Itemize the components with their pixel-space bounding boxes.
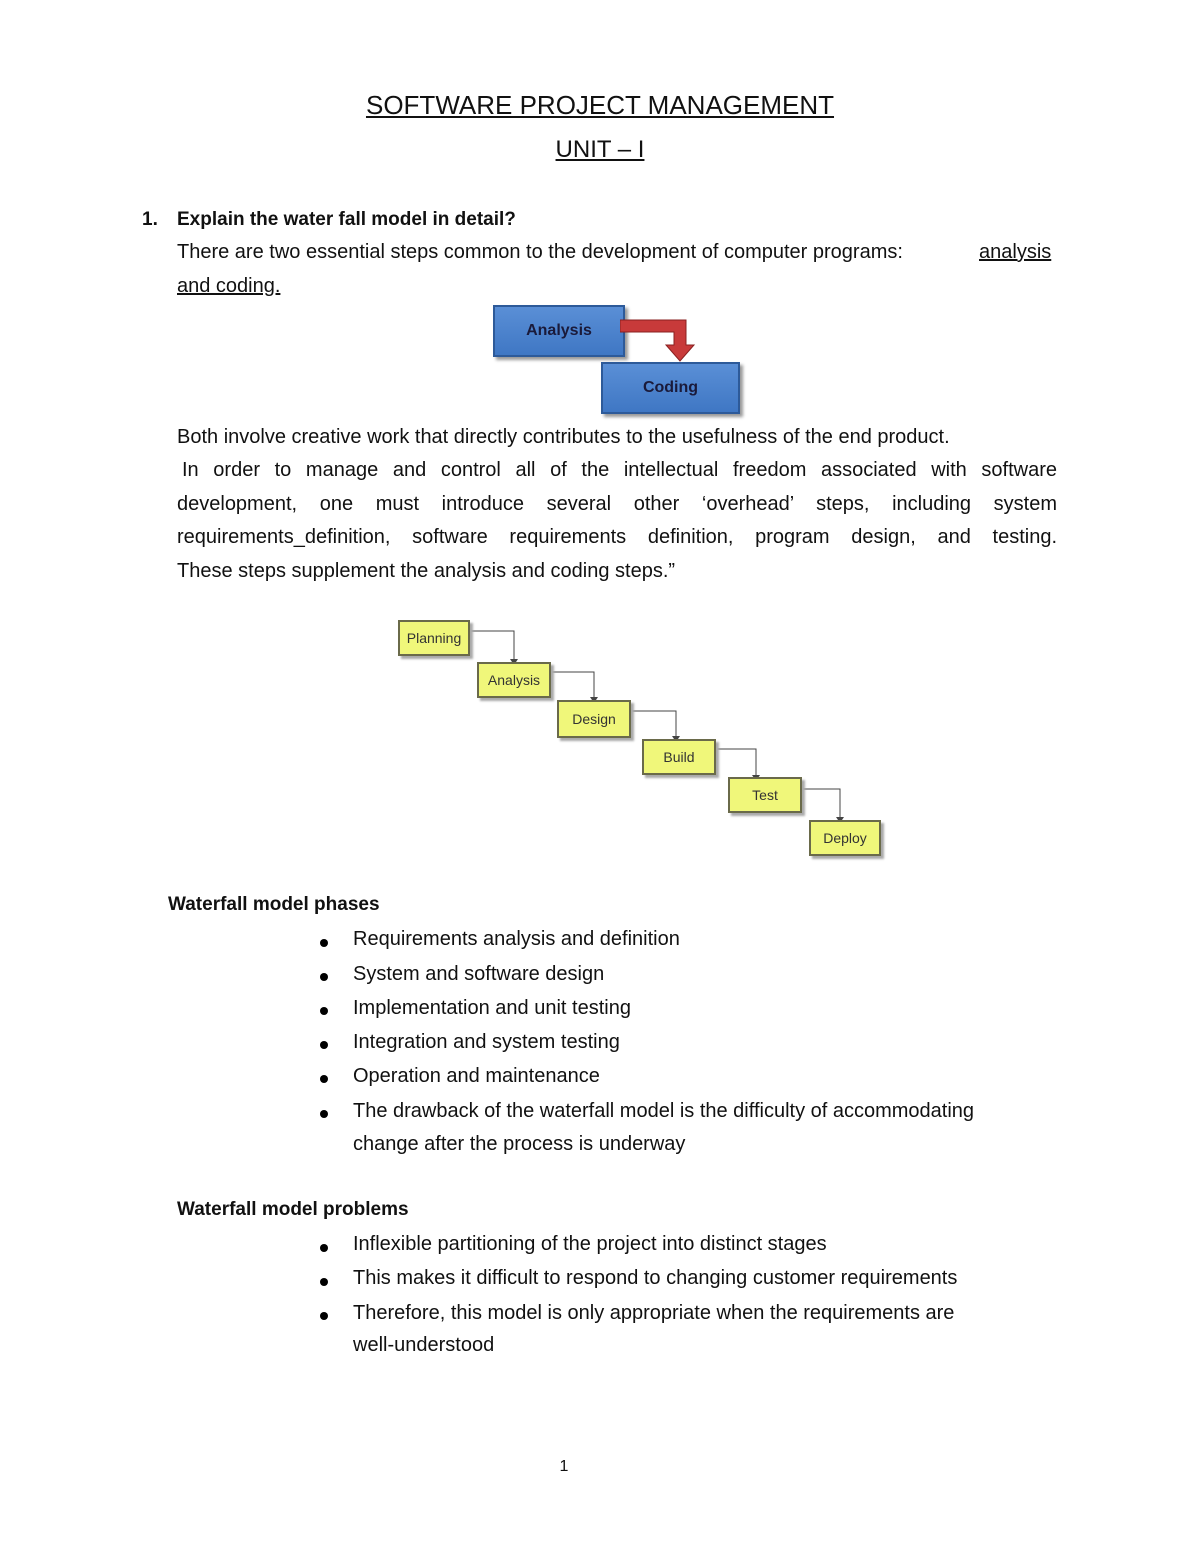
- problem-item: Inflexible partitioning of the project into distinct stages: [353, 1233, 827, 1255]
- bullet-icon: [320, 1244, 328, 1252]
- problem-last-line-1: Therefore, this model is only appropriate when the requirements are: [353, 1302, 955, 1324]
- intro-underlined-coding: and coding.: [177, 275, 281, 297]
- intro-line: [177, 241, 903, 264]
- bullet-icon: [320, 1110, 328, 1118]
- connector-analysis-design: [548, 672, 594, 697]
- phase-item: Integration and system testing: [353, 1031, 620, 1053]
- stage-planning: Planning: [398, 620, 470, 656]
- stage-test: Test: [728, 777, 802, 813]
- phase-item: Operation and maintenance: [353, 1065, 600, 1087]
- unit-title: UNIT – I: [555, 136, 645, 163]
- paragraph-2-line-3: requirements_definition, software requirements definition, program design, and testing.: [177, 526, 1057, 548]
- phase-item: Requirements analysis and definition: [353, 928, 680, 950]
- paragraph-2-line-1: In order to manage and control all of the intellectual freedom associated with software: [182, 459, 1057, 481]
- stage-design: Design: [557, 700, 631, 738]
- intro-underlined-analysis: analysis: [979, 241, 1052, 263]
- stage-analysis: Analysis: [477, 662, 551, 698]
- connector-planning-analysis: [468, 631, 514, 659]
- red-arrow-icon: [620, 315, 700, 365]
- connector-design-build: [630, 711, 676, 736]
- bullet-icon: [320, 1075, 328, 1083]
- paragraph-1: Both involve creative work that directly contributes to the usefulness of the end product.: [177, 426, 950, 448]
- problem-item: This makes it difficult to respond to changing customer requirements: [353, 1267, 958, 1289]
- question-number: 1.: [142, 209, 158, 230]
- problem-last-line-2: well-understood: [353, 1334, 495, 1356]
- question-text: Explain the water fall model in detail?: [177, 209, 516, 230]
- bullet-icon: [320, 973, 328, 981]
- connector-build-test: [714, 749, 756, 775]
- diagram-coding-box: Coding: [601, 362, 740, 414]
- phases-heading: Waterfall model phases: [168, 894, 380, 915]
- stage-build: Build: [642, 739, 716, 775]
- bullet-icon: [320, 1278, 328, 1286]
- paragraph-2-line-4: These steps supplement the analysis and coding steps.”: [177, 560, 676, 582]
- bullet-icon: [320, 1312, 328, 1320]
- problems-heading: Waterfall model problems: [177, 1199, 409, 1220]
- diagram-analysis-box: Analysis: [493, 305, 625, 357]
- phase-drawback-line-1: The drawback of the waterfall model is the difficulty of accommodating: [353, 1100, 975, 1122]
- connector-test-deploy: [796, 789, 840, 817]
- phase-item: System and software design: [353, 963, 605, 985]
- paragraph-2-line-2: development, one must introduce several other ‘overhead’ steps, including system: [177, 493, 1057, 515]
- intro-text: There are two essential steps common to the development of computer programs:: [177, 241, 903, 263]
- page-number: 1: [559, 1458, 569, 1475]
- stage-deploy: Deploy: [809, 820, 881, 856]
- phase-item: Implementation and unit testing: [353, 997, 631, 1019]
- phase-drawback-line-2: change after the process is underway: [353, 1133, 686, 1155]
- bullet-icon: [320, 1041, 328, 1049]
- page-title: SOFTWARE PROJECT MANAGEMENT: [365, 90, 835, 120]
- bullet-icon: [320, 939, 328, 947]
- bullet-icon: [320, 1007, 328, 1015]
